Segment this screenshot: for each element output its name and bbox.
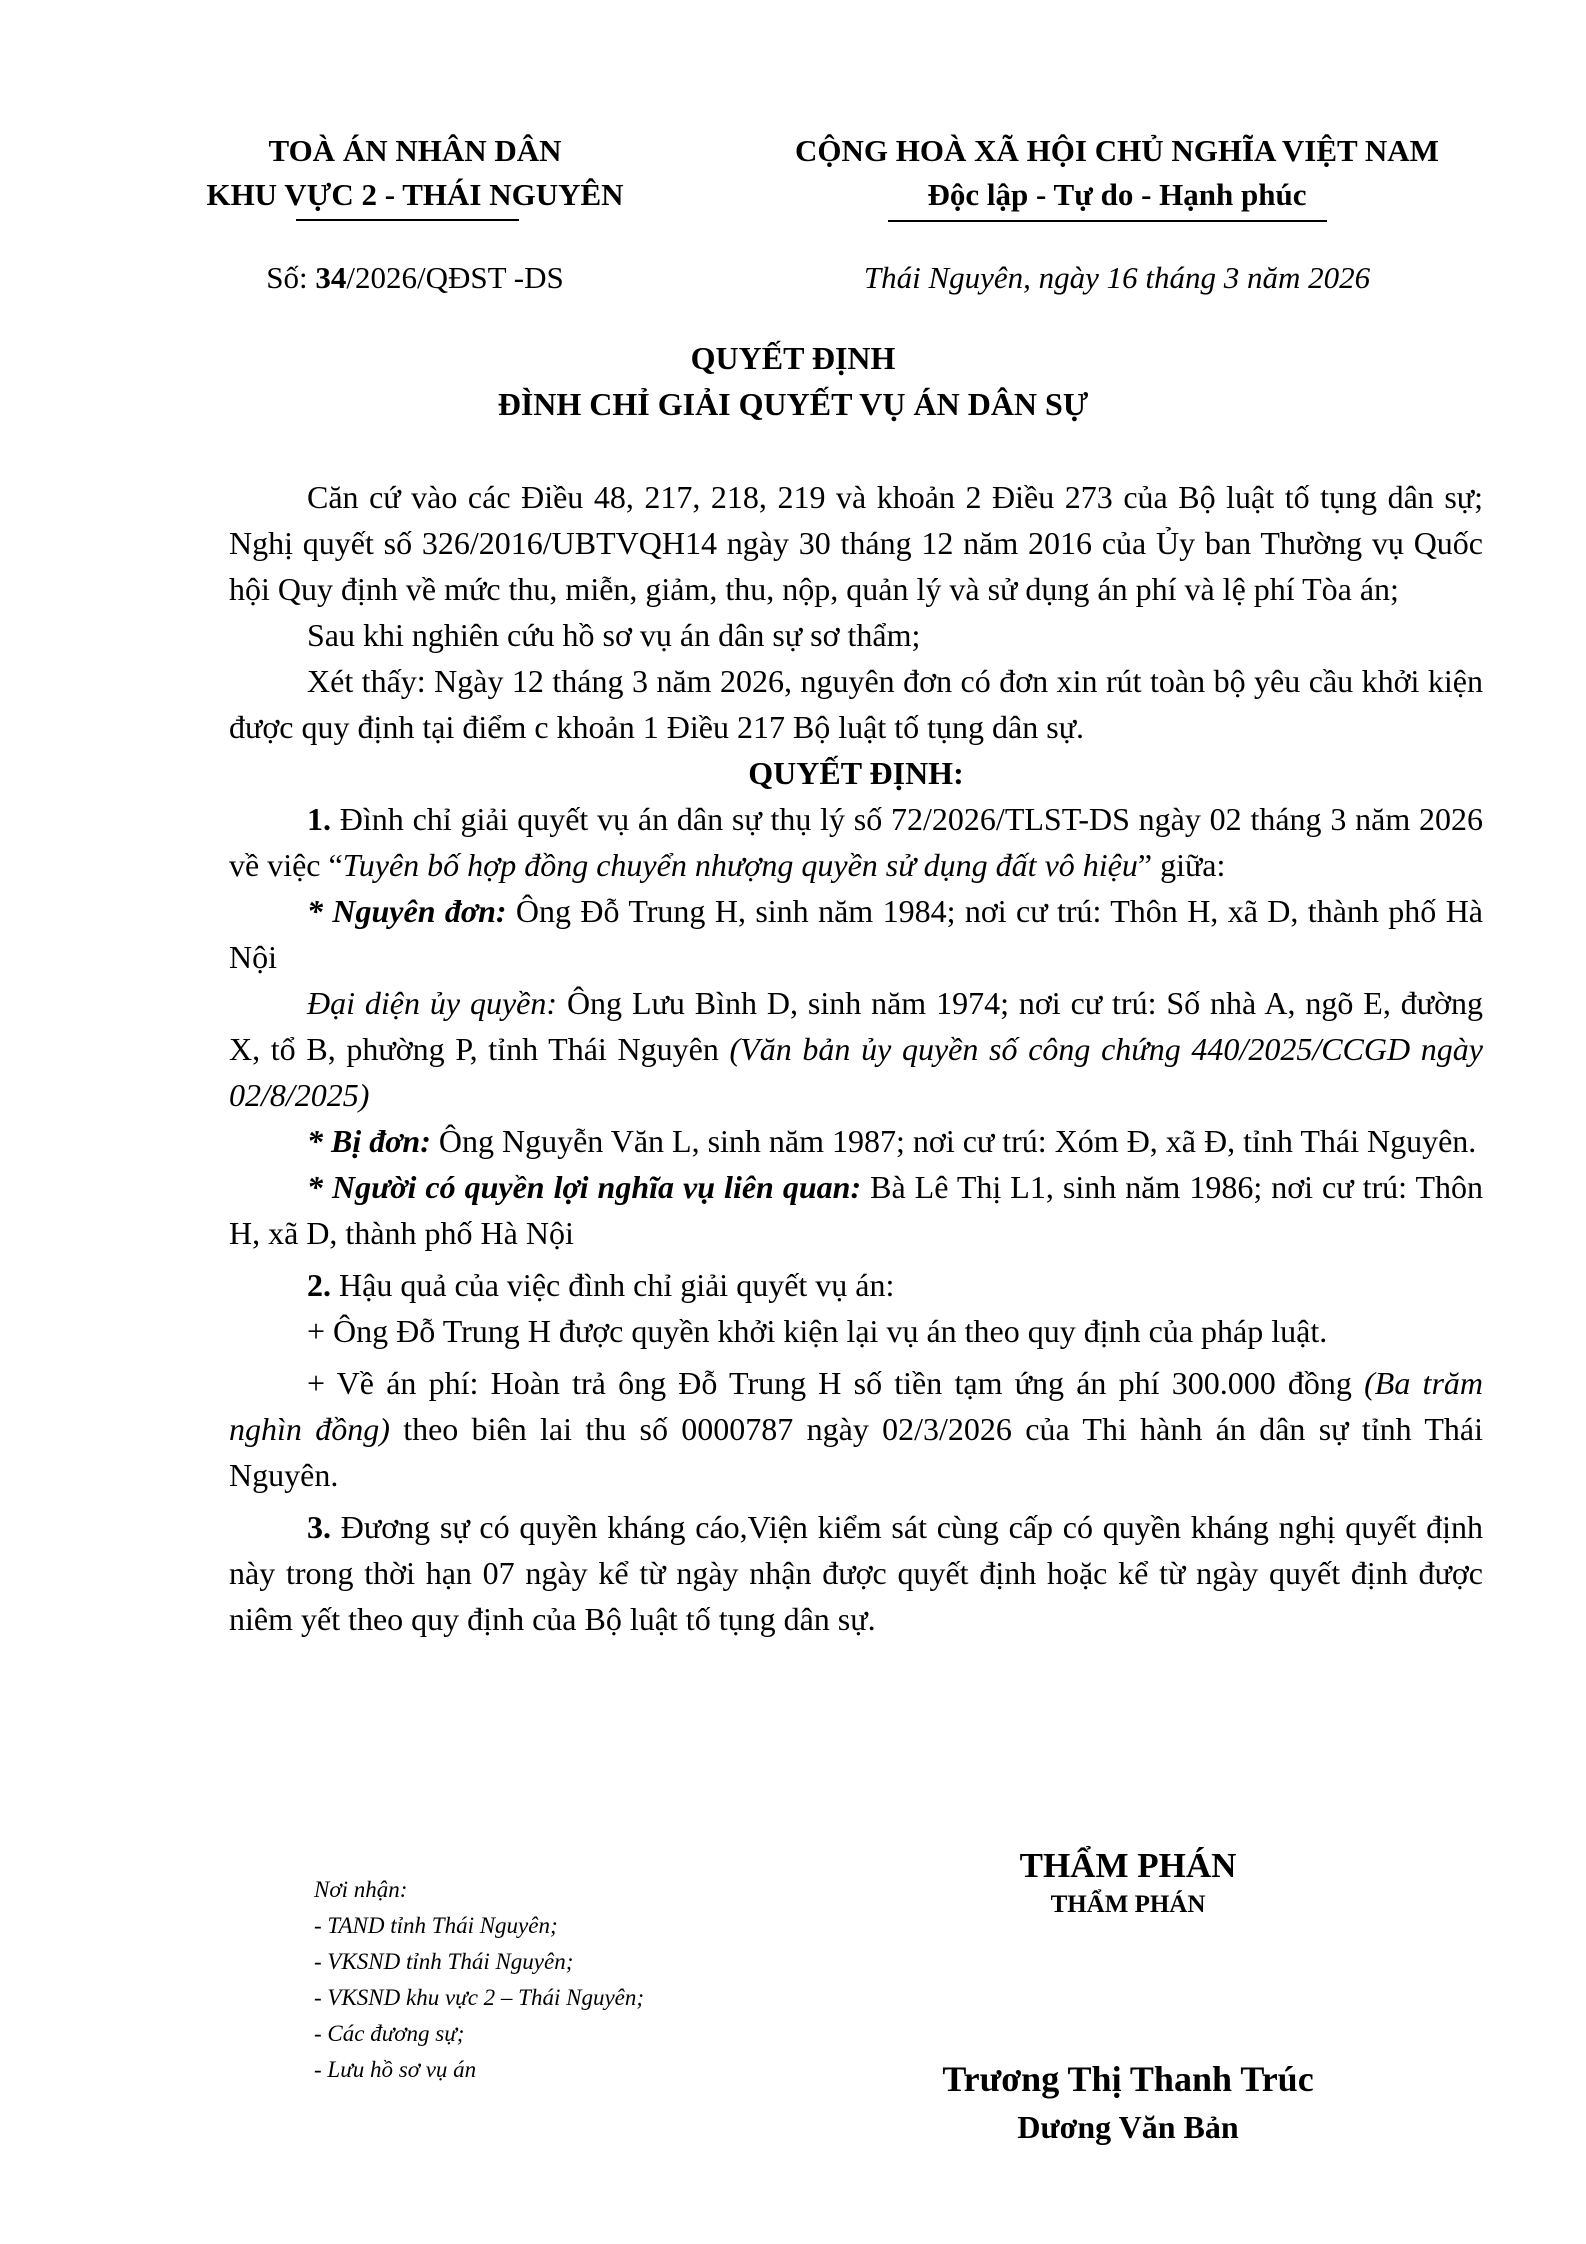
paragraph bbox=[229, 474, 1483, 612]
text-segment: ” giữa: bbox=[1137, 847, 1226, 883]
paragraph bbox=[229, 980, 1483, 1118]
title-line-1: QUYẾT ĐỊNH bbox=[690, 340, 896, 376]
place-date: Thái Nguyên, ngày 16 tháng 3 năm 2026 bbox=[863, 260, 1371, 295]
paragraph bbox=[229, 888, 1483, 980]
text-segment: 1. bbox=[307, 801, 331, 837]
text-segment: Hậu quả của việc đình chỉ giải quyết vụ án: bbox=[331, 1267, 895, 1303]
paragraph bbox=[229, 1308, 1483, 1354]
number-prefix: Số: bbox=[266, 260, 316, 295]
text-segment: Ông Đỗ Trung H, sinh năm 1984; nơi cư trú: Thôn H, xã D, thành phố Hà Nội bbox=[229, 893, 1484, 975]
paragraph bbox=[229, 796, 1483, 888]
paragraph bbox=[229, 612, 1483, 658]
section-heading bbox=[229, 750, 1483, 796]
number-value: 34 bbox=[315, 260, 347, 295]
number-suffix: /2026/QĐST -DS bbox=[346, 260, 564, 295]
text-segment: Sau khi nghiên cứu hồ sơ vụ án dân sự sơ thẩm; bbox=[307, 617, 921, 653]
text-segment: * Người có quyền lợi nghĩa vụ liên quan: bbox=[307, 1169, 862, 1205]
judge-title-second: THẨM PHÁN bbox=[1050, 1891, 1206, 1918]
text-segment: 2. bbox=[307, 1267, 331, 1303]
recipients bbox=[314, 1872, 644, 2088]
court-line-2: KHU VỰC 2 - THÁI NGUYÊN bbox=[206, 177, 624, 212]
paragraph bbox=[229, 1164, 1483, 1256]
text-segment: + Ông Đỗ Trung H được quyền khởi kiện lại vụ án theo quy định của pháp luật. bbox=[307, 1313, 1328, 1349]
motto-underline bbox=[888, 220, 1327, 222]
recipients-heading: Nơi nhận: bbox=[314, 1877, 408, 1902]
recipient-item: - VKSND khu vực 2 – Thái Nguyên; bbox=[314, 1985, 645, 2010]
document-number bbox=[165, 256, 665, 300]
text-segment: Ông Nguyễn Văn L, sinh năm 1987; nơi cư trú: Xóm Đ, xã Đ, tỉnh Thái Nguyên. bbox=[430, 1123, 1477, 1159]
nation-line-2: Độc lập - Tự do - Hạnh phúc bbox=[927, 177, 1307, 212]
judge-name-second: Dương Văn Bản bbox=[1017, 2109, 1239, 2145]
court-underline bbox=[296, 219, 519, 221]
text-segment: QUYẾT ĐỊNH: bbox=[748, 755, 964, 791]
text-segment: Tuyên bố hợp đồng chuyển nhượng quyền sử dụng đất vô hiệu bbox=[342, 847, 1138, 883]
court-line-1: TOÀ ÁN NHÂN DÂN bbox=[268, 133, 562, 168]
text-segment: + Về án phí: Hoàn trả ông Đỗ Trung H số tiền tạm ứng án phí 300.000 đồng bbox=[307, 1365, 1365, 1401]
text-segment: * Bị đơn: bbox=[307, 1123, 431, 1159]
recipient-item: - Lưu hồ sơ vụ án bbox=[314, 2057, 477, 2082]
decision-body bbox=[229, 474, 1483, 1642]
text-segment: theo biên lai thu số 0000787 ngày 02/3/2026 của Thi hành án dân sự tỉnh Thái Nguyên. bbox=[229, 1411, 1484, 1493]
text-segment: Đương sự có quyền kháng cáo,Viện kiểm sát cùng cấp có quyền kháng nghị quyết định này trong thời hạn 07 ngày kể từ ngày nhận được quyết định hoặc kể từ ngày quyết định được niêm yết theo quy định của Bộ luật tố tụng dân sự. bbox=[229, 1509, 1483, 1637]
paragraph bbox=[229, 1262, 1483, 1308]
recipient-item: - VKSND tỉnh Thái Nguyên; bbox=[314, 1949, 574, 1974]
paragraph bbox=[229, 1504, 1483, 1642]
text-segment: Bà Lê Thị L1, sinh năm 1986; nơi cư trú: Thôn H, xã D, thành phố Hà Nội bbox=[229, 1169, 1484, 1251]
text-segment: 3. bbox=[307, 1509, 331, 1545]
paragraph bbox=[229, 1118, 1483, 1164]
text-segment: Ông Lưu Bình D, sinh năm 1974; nơi cư trú: Số nhà A, ngõ E, đường X, tổ B, phường P, tỉnh Thái Nguyên bbox=[229, 985, 1484, 1067]
judge-title: THẨM PHÁN bbox=[1019, 1846, 1237, 1885]
paragraph bbox=[229, 658, 1483, 750]
judge-name: Trương Thị Thanh Trúc bbox=[942, 2059, 1314, 2099]
text-segment: * Nguyên đơn: bbox=[307, 893, 507, 929]
paragraph bbox=[229, 1360, 1483, 1498]
text-segment: Đình chỉ giải quyết vụ án dân sự thụ lý số 72/2026/TLST-DS ngày 02 tháng 3 năm 2026 về việc “ bbox=[229, 801, 1483, 883]
text-segment: Xét thấy: Ngày 12 tháng 3 năm 2026, nguyên đơn có đơn xin rút toàn bộ yêu cầu khởi kiện được quy định tại điểm c khoản 1 Điều 217 Bộ luật tố tụng dân sự. bbox=[229, 663, 1483, 745]
recipient-item: - TAND tỉnh Thái Nguyên; bbox=[314, 1913, 558, 1938]
text-segment: Đại diện ủy quyền: bbox=[307, 985, 558, 1021]
text-segment: (Văn bản ủy quyền số công chứng 440/2025/CCGD ngày 02/8/2025) bbox=[229, 1031, 1483, 1113]
text-segment: (Ba trăm nghìn đồng) bbox=[229, 1365, 1484, 1447]
nation-line-1: CỘNG HOÀ XÃ HỘI CHỦ NGHĨA VIỆT NAM bbox=[795, 133, 1439, 168]
text-segment: Căn cứ vào các Điều 48, 217, 218, 219 và khoản 2 Điều 273 của Bộ luật tố tụng dân sự; Nghị quyết số 326/2016/UBTVQH14 ngày 30 tháng 12 năm 2016 của Ủy ban Thường vụ Quốc hội Quy định về mức thu, miễn, giảm, thu, nộp, quản lý và sử dụng án phí và lệ phí Tòa án; bbox=[229, 479, 1483, 607]
title-line-2: ĐÌNH CHỈ GIẢI QUYẾT VỤ ÁN DÂN SỰ bbox=[497, 386, 1089, 422]
recipient-item: - Các đương sự; bbox=[314, 2021, 465, 2046]
